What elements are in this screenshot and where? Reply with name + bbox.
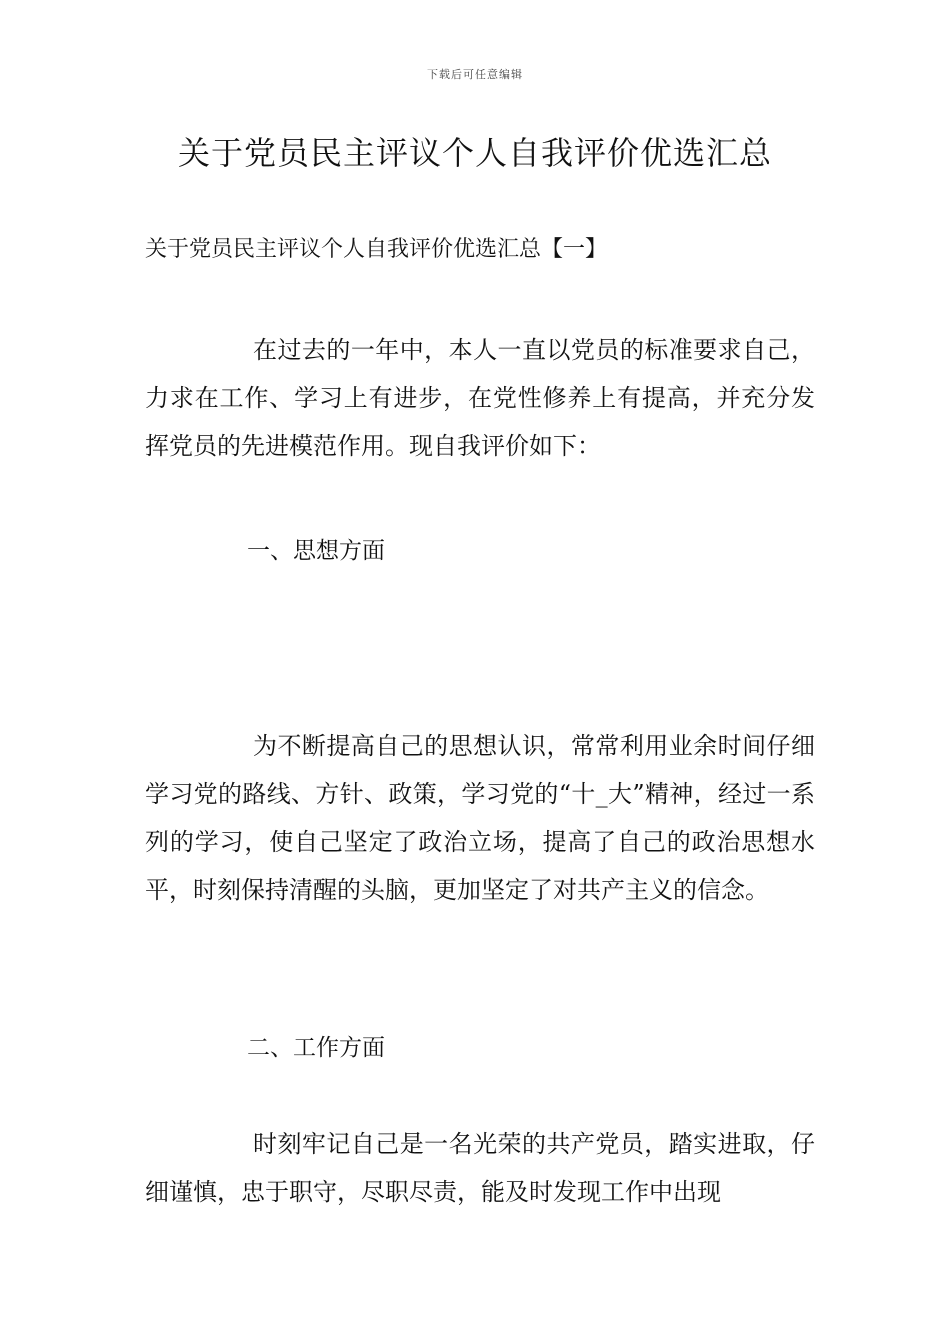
header-note: 下载后可任意编辑 [427, 68, 523, 81]
section-heading-work: 二、工作方面 [247, 1035, 385, 1061]
work-paragraph: 时刻牢记自己是一名光荣的共产党员，踏实进取，仔细谨慎，忠于职守，尽职尽责，能及时发现工作中出现 [145, 1130, 815, 1206]
document-title: 关于党员民主评议个人自我评价优选汇总 [177, 134, 772, 172]
intro-paragraph: 在过去的一年中，本人一直以党员的标准要求自己，力求在工作、学习上有进步，在党性修养上有提高，并充分发挥党员的先进模范作用。现自我评价如下： [145, 336, 815, 460]
section-subtitle: 关于党员民主评议个人自我评价优选汇总【一】 [145, 237, 608, 262]
section-heading-thought: 一、思想方面 [247, 538, 385, 564]
thought-paragraph: 为不断提高自己的思想认识，常常利用业余时间仔细学习党的路线、方针、政策，学习党的“十_大”精神，经过一系列的学习，使自己坚定了政治立场，提高了自己的政治思想水平，时刻保持清醒的头脑，更加坚定了对共产主义的信念。 [145, 732, 815, 904]
